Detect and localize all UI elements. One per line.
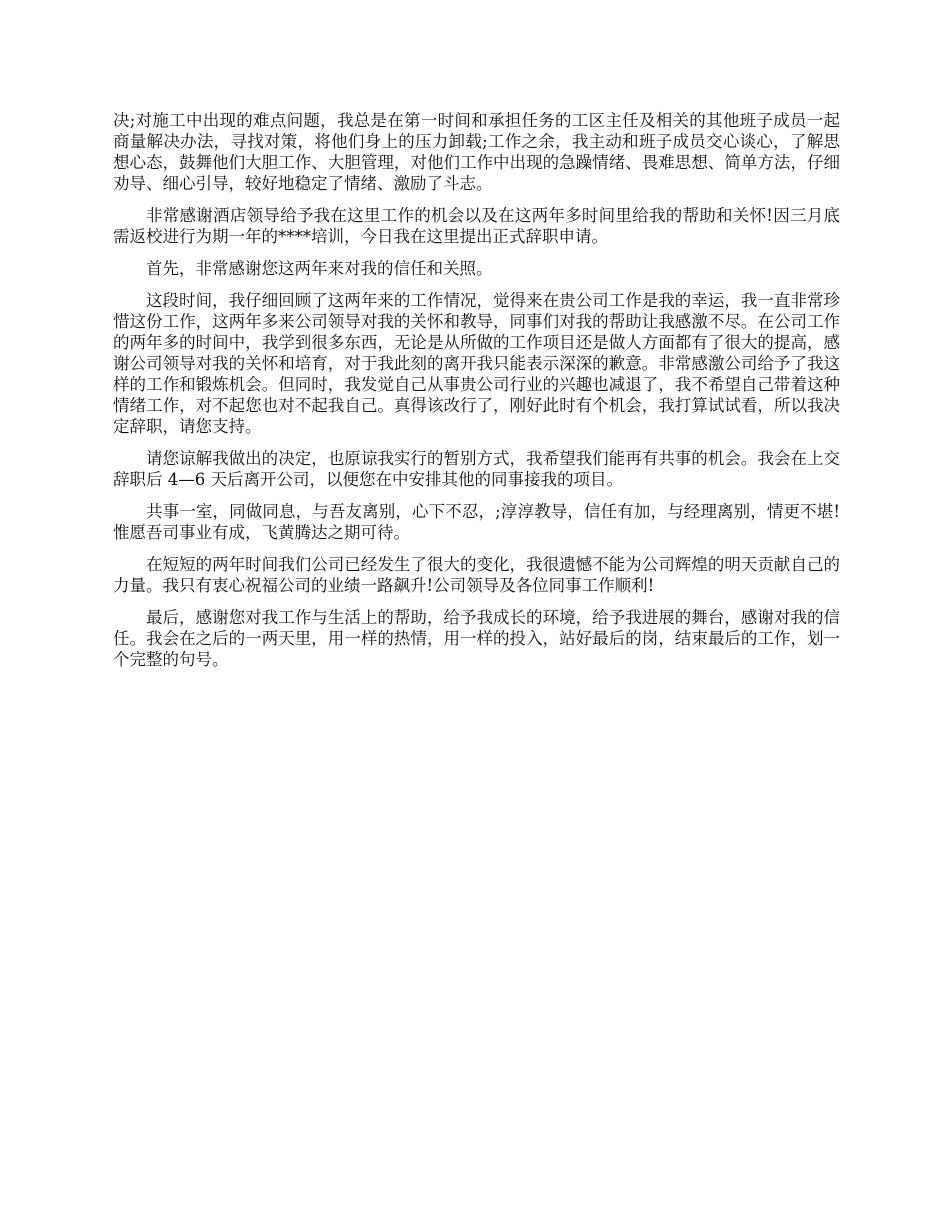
paragraph-4: 这段时间，我仔细回顾了这两年来的工作情况，觉得来在贵公司工作是我的幸运，我一直非常珍惜这份工作，这两年多来公司领导对我的关怀和教导，同事们对我的帮助让我感激不尽。在公司工作的两年多的时间中，我学到很多东西，无论是从所做的工作项目还是做人方面都有了很大的提高，感谢公司领导对我的关怀和培育，对于我此刻的离开我只能表示深深的歉意。非常感激公司给予了我这样的工作和锻炼机会。但同时，我发觉自己从事贵公司行业的兴趣也减退了，我不希望自己带着这种情绪工作，对不起您也对不起我自己。真得该改行了，刚好此时有个机会，我打算试试看，所以我决定辞职，请您支持。 <box>113 291 840 436</box>
document-body <box>113 110 840 681</box>
paragraph-5: 请您谅解我做出的决定，也原谅我实行的暂别方式，我希望我们能再有共事的机会。我会在上交辞职后 4—6 天后离开公司，以便您在中安排其他的同事接我的项目。 <box>113 449 840 489</box>
paragraph-1: 决;对施工中出现的难点问题，我总是在第一时间和承担任务的工区主任及相关的其他班子成员一起商量解决办法，寻找对策，将他们身上的压力卸载;工作之余，我主动和班子成员交心谈心，了解思想心态，鼓舞他们大胆工作、大胆管理，对他们工作中出现的急躁情绪、畏难思想、简单方法，仔细劝导、细心引导，较好地稳定了情绪、激励了斗志。 <box>113 111 840 193</box>
paragraph-8: 最后，感谢您对我工作与生活上的帮助，给予我成长的环境，给予我进展的舞台，感谢对我的信任。我会在之后的一两天里，用一样的热情，用一样的投入，站好最后的岗，结束最后的工作，划一个完整的句号。 <box>113 608 840 669</box>
paragraph-2: 非常感谢酒店领导给予我在这里工作的机会以及在这两年多时间里给我的帮助和关怀!因三月底需返校进行为期一年的****培训，今日我在这里提出正式辞职申请。 <box>113 206 840 246</box>
paragraph-3: 首先，非常感谢您这两年来对我的信任和关照。 <box>146 259 493 278</box>
paragraph-7: 在短短的两年时间我们公司已经发生了很大的变化，我很遗憾不能为公司辉煌的明天贡献自己的力量。我只有衷心祝福公司的业绩一路飙升!公司领导及各位同事工作顺利! <box>113 555 840 595</box>
paragraph-6: 共事一室，同做同息，与吾友离别，心下不忍，;淳淳教导，信任有加，与经理离别，情更不堪!惟愿吾司事业有成，飞黄腾达之期可待。 <box>113 502 840 542</box>
